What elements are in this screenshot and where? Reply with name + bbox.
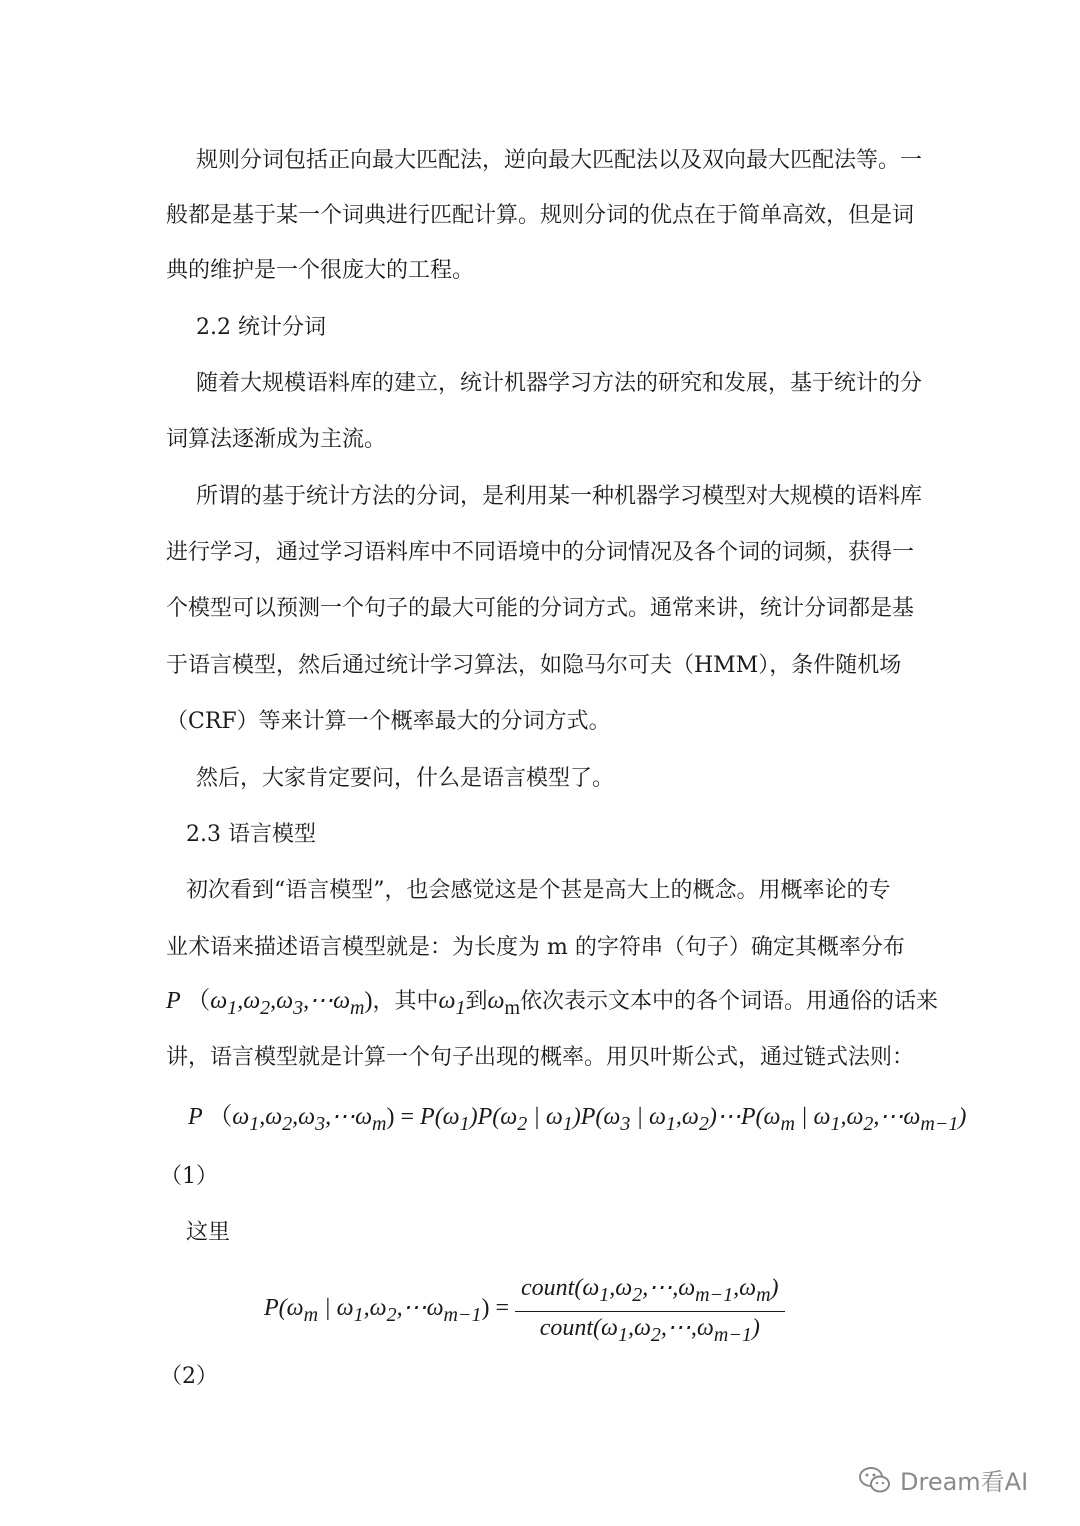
paragraph-line: 规则分词包括正向最大匹配法，逆向最大匹配法以及双向最大匹配法等。一 xyxy=(196,148,923,173)
equation-1: P $(\omega_1,\omega_2,\omega_3,\cdots\omega_m) = P(\omega_1)P(\omega_2$ | $\omega_1)P(\omega_3$ | $\omega_1,\omega_2)\cdots P(\omega_m$ | $\omega_1,\omega_2,\cdots\omega_{m-1}$) xyxy=(188,1104,967,1135)
paragraph-line: 所谓的基于统计方法的分词，是利用某一种机器学习模型对大规模的语料库 xyxy=(196,484,923,509)
prob-expression: P $(\omega_1,\omega_2,\omega_3,\cdots\omega_m)$ xyxy=(166,988,373,1019)
paragraph-line: 典的维护是一个很庞大的工程。 xyxy=(166,258,475,283)
paragraph-line: 于语言模型，然后通过统计学习算法，如隐马尔可夫（HMM），条件随机场 xyxy=(166,653,902,678)
equation-2-label: （2） xyxy=(160,1364,218,1389)
equation-1-label: （1） xyxy=(160,1164,218,1189)
paragraph-line: 随着大规模语料库的建立，统计机器学习方法的研究和发展，基于统计的分 xyxy=(196,371,923,396)
paragraph-line: 讲，语言模型就是计算一个句子出现的概率。用贝叶斯公式，通过链式法则： xyxy=(166,1045,915,1070)
paragraph-line: 然后，大家肯定要问，什么是语言模型了。 xyxy=(196,766,615,791)
inline-text: 到 xyxy=(465,989,488,1014)
omega-1: $\omega_1$ xyxy=(438,988,466,1019)
inline-text: 依次表示文本中的各个词语。用通俗的话来 xyxy=(520,989,939,1014)
paragraph-line: 个模型可以预测一个句子的最大可能的分词方式。通常来讲，统计分词都是基 xyxy=(166,596,915,621)
paragraph-line: 般都是基于某一个词典进行匹配计算。规则分词的优点在于简单高效，但是词 xyxy=(166,203,915,228)
paragraph-line: 进行学习，通过学习语料库中不同语境中的分词情况及各个词的词频，获得一 xyxy=(166,540,915,565)
paragraph-line: 初次看到“语言模型”，也会感觉这是个甚是高大上的概念。用概率论的专 xyxy=(186,878,891,903)
paragraph-line: （CRF）等来计算一个概率最大的分词方式。 xyxy=(166,709,611,734)
paragraph-line: 业术语来描述语言模型就是：为长度为 m 的字符串（句子）确定其概率分布 xyxy=(166,935,905,960)
watermark-text: Dream看AI xyxy=(900,1468,1029,1496)
paragraph-line: 词算法逐渐成为主流。 xyxy=(166,427,387,452)
omega-m: $\omega_m$ xyxy=(487,988,520,1019)
section-heading: 2.3 语言模型 xyxy=(186,822,316,847)
fraction-denominator: $count(\omega_1,\omega_2,\cdots,\omega_{m-1})$ xyxy=(539,1314,760,1346)
fraction-numerator: $count(\omega_1,\omega_2,\cdots,\omega_{m-1},\omega_m)$ xyxy=(515,1274,785,1312)
wechat-icon xyxy=(858,1465,892,1495)
paragraph-line: 这里 xyxy=(186,1220,231,1245)
equation-2: $P(\omega_m$ | $\omega_1,\omega_2,\cdots\omega_{m-1}$) = $\frac{count(\omega_1,\omega_2,\cdots,\omega_{m-1},\omega_m)}{count(\omega_1,\omega_2,\cdots,\omega_{m-1})}$ xyxy=(264,1274,785,1349)
math-inline-line xyxy=(166,986,938,1023)
equation-fraction xyxy=(515,1274,785,1349)
watermark xyxy=(858,1462,1028,1497)
section-heading: 2.2 统计分词 xyxy=(196,315,326,340)
inline-text: ，其中 xyxy=(372,989,439,1014)
